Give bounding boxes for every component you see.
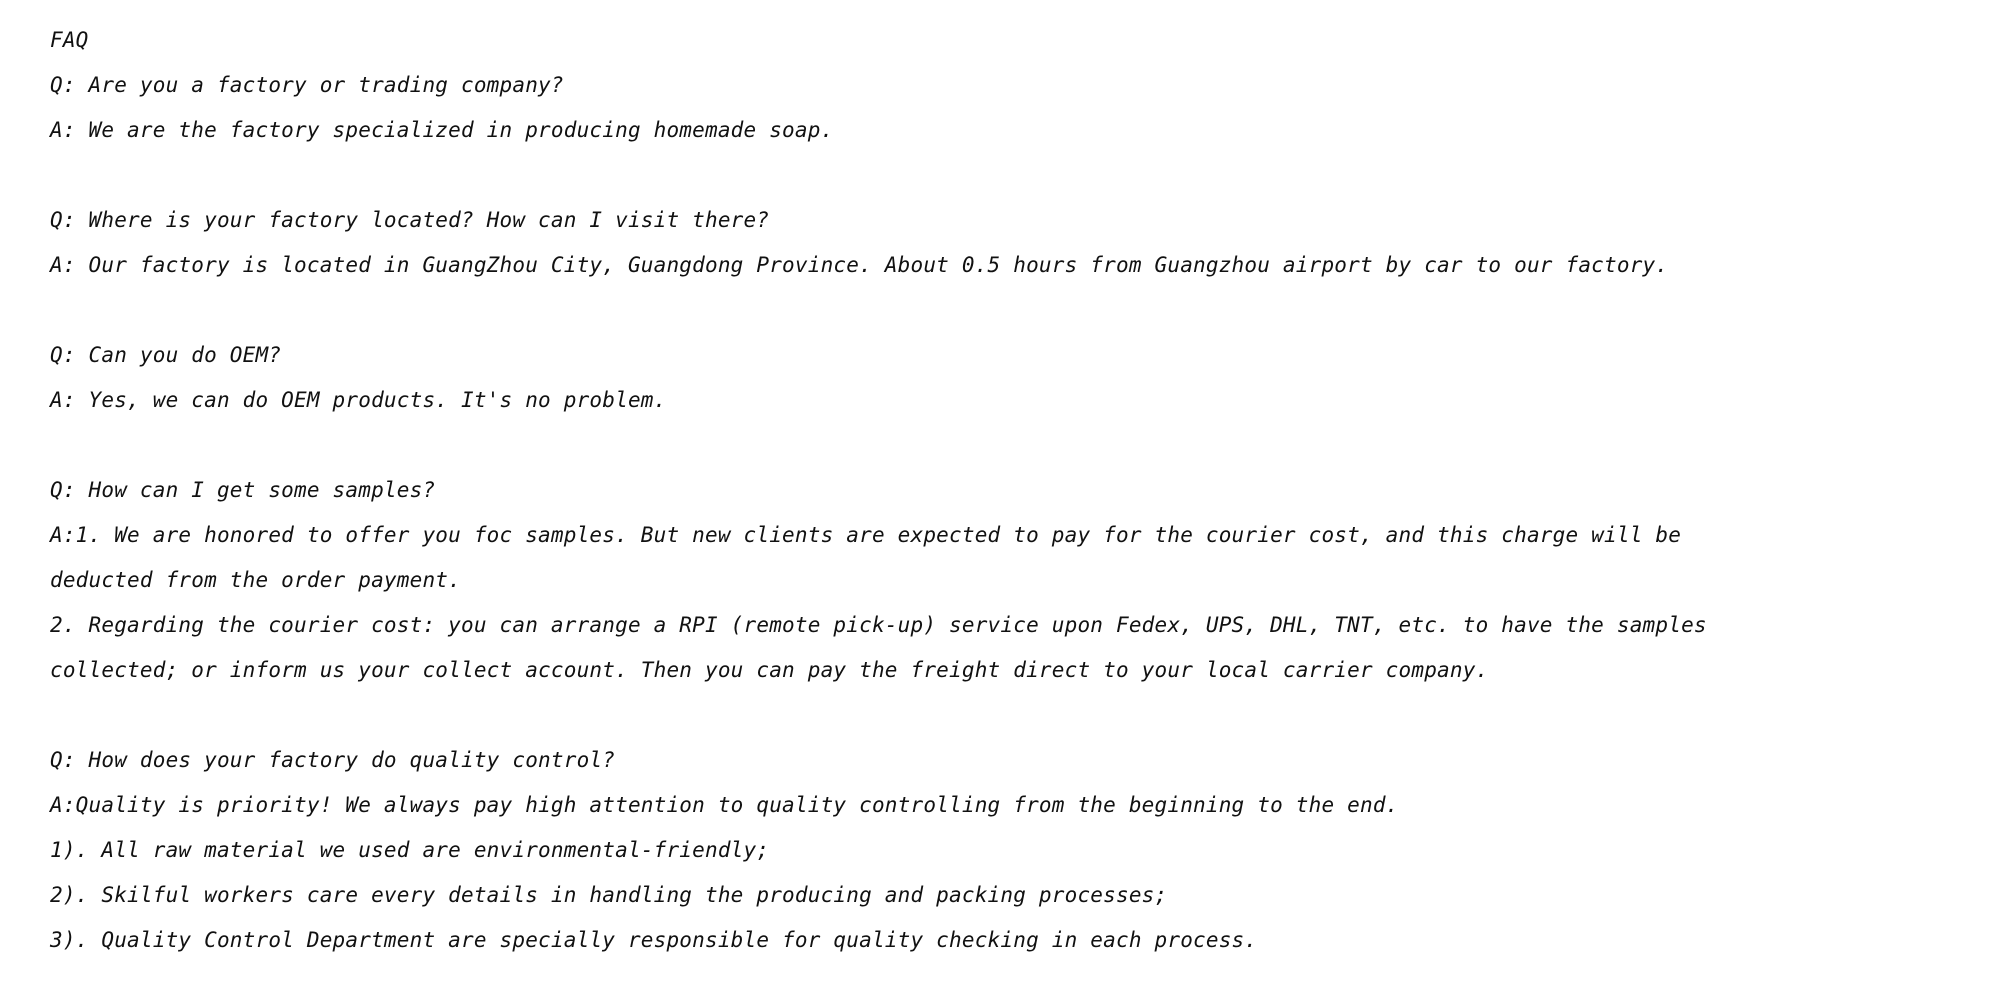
- answer-quality-control-line-2: 1). All raw material we used are environmental-friendly;: [50, 838, 770, 862]
- answer-samples-line-2: deducted from the order payment.: [50, 568, 461, 592]
- answer-samples-line-3: 2. Regarding the courier cost: you can arrange a RPI (remote pick-up) service upon Fedex, UPS, DHL, TNT, etc. to have the samples: [50, 613, 1707, 637]
- faq-title: FAQ: [50, 28, 89, 52]
- question-samples: Q: How can I get some samples?: [50, 478, 436, 502]
- question-factory-or-trading: Q: Are you a factory or trading company?: [50, 73, 564, 97]
- answer-quality-control-line-3: 2). Skilful workers care every details in handling the producing and packing processes;: [50, 883, 1168, 907]
- answer-factory-location: A: Our factory is located in GuangZhou City, Guangdong Province. About 0.5 hours from Guangzhou airport by car to our factory.: [50, 253, 1669, 277]
- answer-oem: A: Yes, we can do OEM products. It's no problem.: [50, 388, 667, 412]
- answer-quality-control-line-4: 3). Quality Control Department are specially responsible for quality checking in each process.: [50, 928, 1258, 952]
- answer-quality-control-line-1: A:Quality is priority! We always pay high attention to quality controlling from the beginning to the end.: [50, 793, 1399, 817]
- question-oem: Q: Can you do OEM?: [50, 343, 282, 367]
- answer-samples-line-1: A:1. We are honored to offer you foc samples. But new clients are expected to pay for the courier cost, and this charge will be: [50, 523, 1682, 547]
- answer-factory-or-trading: A: We are the factory specialized in producing homemade soap.: [50, 118, 834, 142]
- question-quality-control: Q: How does your factory do quality control?: [50, 748, 616, 772]
- question-factory-location: Q: Where is your factory located? How can I visit there?: [50, 208, 770, 232]
- answer-samples-line-4: collected; or inform us your collect account. Then you can pay the freight direct to your local carrier company.: [50, 658, 1489, 682]
